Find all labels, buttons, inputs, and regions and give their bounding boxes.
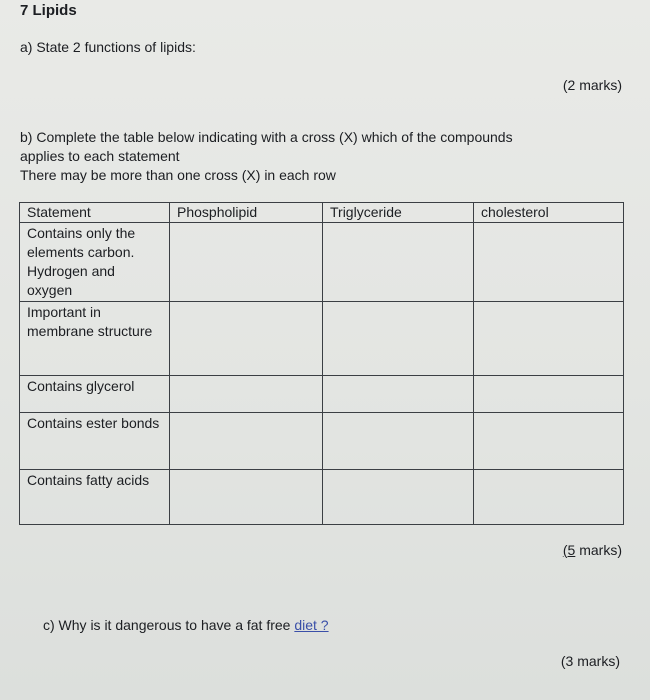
marks-b-number: 5 bbox=[567, 542, 576, 558]
marks-b-open: ( bbox=[562, 542, 568, 558]
answer-cell-cholesterol[interactable] bbox=[474, 376, 624, 413]
table-row bbox=[20, 376, 624, 413]
table-row bbox=[20, 470, 624, 525]
answer-cell-triglyceride[interactable] bbox=[323, 413, 474, 470]
header-phospholipid: Phospholipid bbox=[170, 203, 323, 223]
lipid-comparison-table bbox=[19, 202, 624, 525]
statement-cell: Contains only the elements carbon. Hydrogen and oxygen bbox=[20, 223, 170, 302]
header-statement: Statement bbox=[20, 203, 170, 223]
answer-cell-cholesterol[interactable] bbox=[474, 413, 624, 470]
table-row bbox=[20, 223, 624, 302]
question-a: a) State 2 functions of lipids: bbox=[20, 39, 196, 55]
table-row bbox=[20, 413, 624, 470]
table-row bbox=[20, 302, 624, 376]
answer-cell-triglyceride[interactable] bbox=[323, 302, 474, 376]
question-c-text: c) Why is it dangerous to have a fat free bbox=[43, 617, 295, 633]
statement-cell: Contains fatty acids bbox=[20, 470, 170, 525]
table-header-row bbox=[20, 203, 624, 223]
marks-b bbox=[563, 542, 622, 558]
question-c bbox=[43, 617, 329, 633]
header-cholesterol: cholesterol bbox=[474, 203, 624, 223]
question-b bbox=[20, 128, 600, 185]
answer-cell-cholesterol[interactable] bbox=[474, 302, 624, 376]
answer-cell-triglyceride[interactable] bbox=[323, 376, 474, 413]
question-b-line-2: applies to each statement bbox=[20, 148, 180, 164]
answer-cell-triglyceride[interactable] bbox=[323, 223, 474, 302]
answer-cell-phospholipid[interactable] bbox=[170, 223, 323, 302]
marks-b-close: marks) bbox=[575, 542, 622, 558]
answer-cell-cholesterol[interactable] bbox=[474, 470, 624, 525]
marks-c: (3 marks) bbox=[560, 653, 620, 669]
section-heading: 7 Lipids bbox=[20, 2, 77, 19]
answer-cell-cholesterol[interactable] bbox=[474, 223, 624, 302]
answer-cell-phospholipid[interactable] bbox=[170, 413, 323, 470]
header-triglyceride: Triglyceride bbox=[323, 203, 474, 223]
statement-cell: Important in membrane structure bbox=[20, 302, 170, 376]
diet-link[interactable]: diet ? bbox=[294, 617, 329, 633]
answer-cell-phospholipid[interactable] bbox=[170, 302, 323, 376]
statement-cell: Contains ester bonds bbox=[20, 413, 170, 470]
answer-cell-phospholipid[interactable] bbox=[170, 470, 323, 525]
question-b-line-3: There may be more than one cross (X) in each row bbox=[20, 167, 336, 183]
marks-a: (2 marks) bbox=[562, 77, 622, 93]
answer-cell-phospholipid[interactable] bbox=[170, 376, 323, 413]
question-b-line-1: b) Complete the table below indicating with a cross (X) which of the compounds bbox=[20, 129, 513, 145]
answer-cell-triglyceride[interactable] bbox=[323, 470, 474, 525]
statement-cell: Contains glycerol bbox=[20, 376, 170, 413]
